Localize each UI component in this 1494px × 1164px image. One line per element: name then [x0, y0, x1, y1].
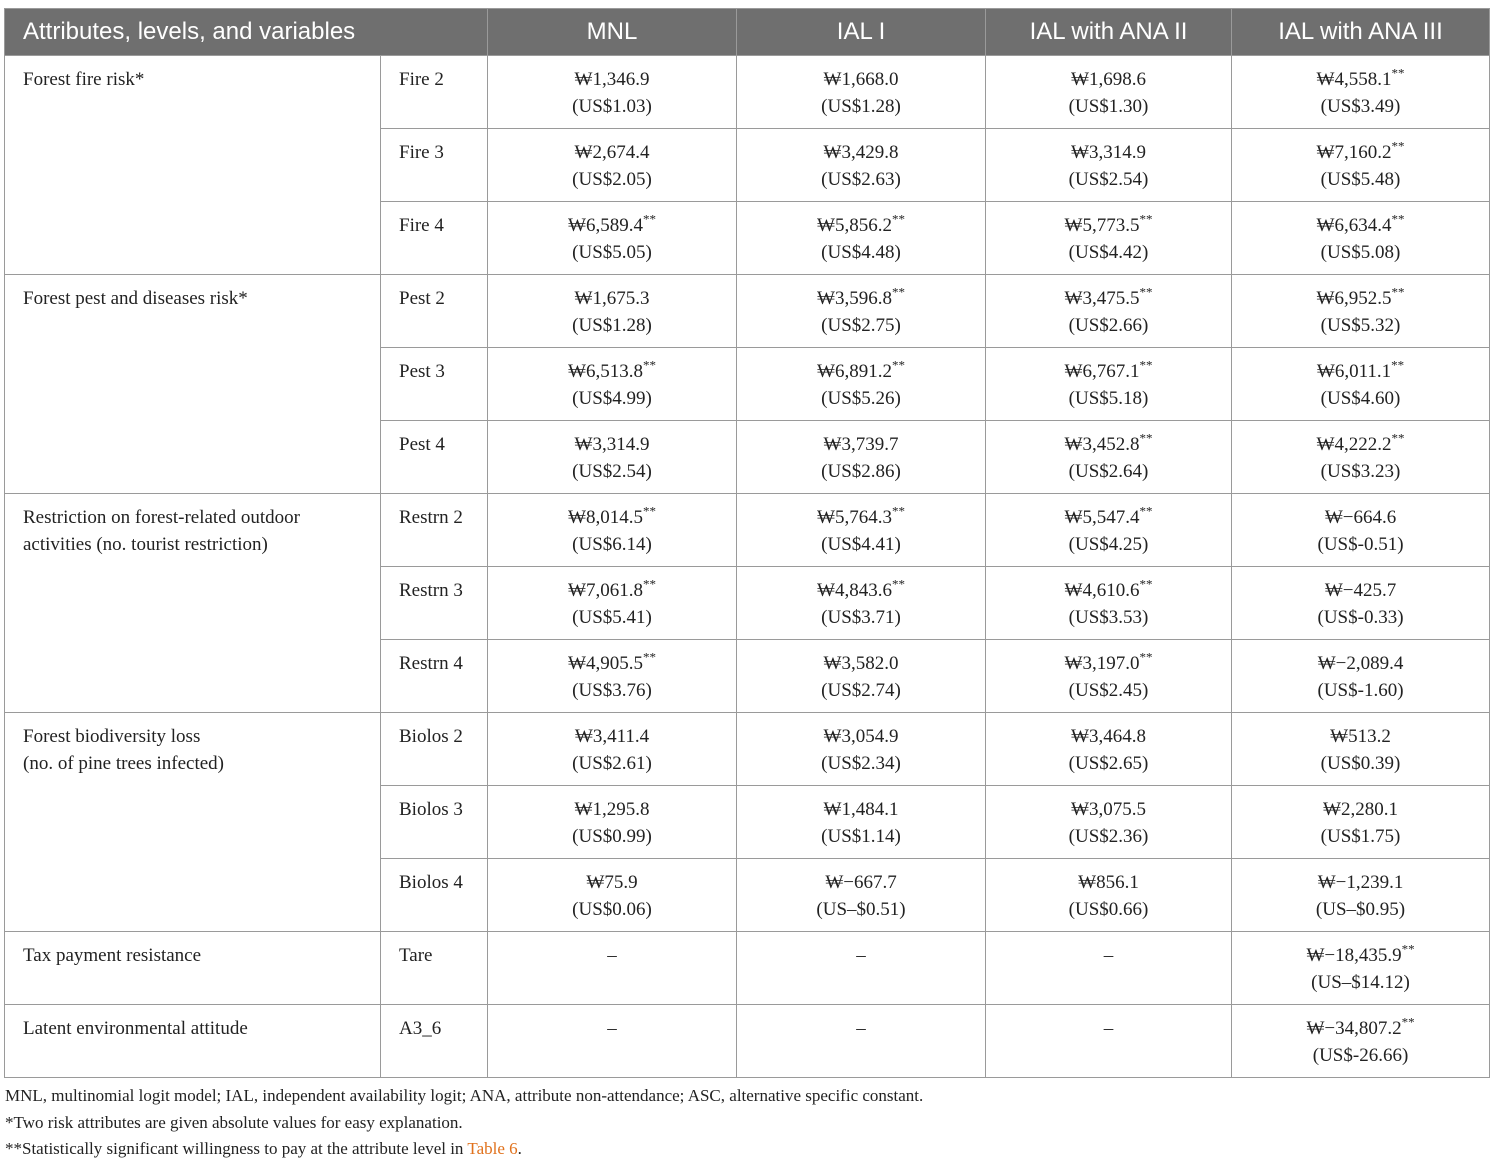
wtp-usd-value: (US$3.49) [1320, 96, 1401, 117]
table-row [5, 56, 1490, 129]
significance-marker: ** [1139, 503, 1153, 519]
table-row [5, 494, 1490, 567]
wtp-usd-value: (US$4.60) [1320, 388, 1401, 409]
wtp-cell-mnl [488, 640, 737, 713]
wtp-usd-value: (US$-0.51) [1317, 534, 1404, 555]
wtp-usd-value: (US–$0.51) [816, 899, 906, 920]
wtp-won-amount: ₩6,891.2 [817, 361, 892, 382]
wtp-won-amount: ₩6,513.8 [568, 361, 643, 382]
wtp-cell-ial-ana-iii [1232, 129, 1490, 202]
level-cell: Biolos 4 [381, 859, 488, 932]
wtp-won-value [494, 577, 730, 604]
attribute-label: Forest pest and diseases risk* [23, 288, 248, 309]
wtp-won-amount: ₩3,739.7 [823, 434, 899, 455]
attribute-label: (no. of pine trees infected) [23, 753, 224, 774]
wtp-cell-ial-ana-ii [986, 421, 1232, 494]
wtp-won-value [743, 66, 979, 93]
wtp-cell-ial-i [737, 932, 986, 1005]
wtp-usd-value: (US$2.65) [1068, 753, 1149, 774]
wtp-won-value [494, 285, 730, 312]
wtp-cell-ial-ana-iii [1232, 786, 1490, 859]
wtp-won-amount: ₩513.2 [1330, 726, 1391, 747]
attribute-label: Forest biodiversity loss [23, 726, 201, 747]
wtp-cell-ial-i [737, 640, 986, 713]
footnote-abbreviations: MNL, multinomial logit model; IAL, independent availability logit; ANA, attribute non-attendance; ASC, alternative specific constant. [5, 1086, 924, 1105]
wtp-usd-value: (US$0.39) [1320, 753, 1401, 774]
table-row [5, 713, 1490, 786]
table-row [5, 932, 1490, 1005]
attribute-cell [5, 494, 381, 713]
wtp-usd-value: (US$0.06) [572, 899, 652, 920]
footnote-significance-text: **Statistically significant willingness to pay at the attribute level in [5, 1139, 468, 1158]
wtp-table [4, 8, 1490, 1078]
wtp-usd-value: (US$3.76) [572, 680, 652, 701]
wtp-won-value [743, 650, 979, 677]
wtp-won-amount: ₩5,764.3 [817, 507, 892, 528]
significance-marker: ** [1139, 211, 1153, 227]
wtp-cell-mnl [488, 494, 737, 567]
wtp-won-amount: ₩1,675.3 [574, 288, 650, 309]
significance-marker: ** [891, 576, 905, 592]
level-cell: Tare [381, 932, 488, 1005]
wtp-won-amount: ₩4,905.5 [568, 653, 643, 674]
wtp-cell-ial-ana-ii [986, 202, 1232, 275]
wtp-won-amount: ₩3,314.9 [1071, 142, 1146, 163]
wtp-cell-mnl [488, 202, 737, 275]
significance-marker: ** [1139, 649, 1153, 665]
wtp-usd-value: (US$2.63) [821, 169, 901, 190]
wtp-won-value [992, 504, 1225, 531]
wtp-won-amount: ₩4,610.6 [1064, 580, 1140, 601]
wtp-usd-value: (US$2.61) [572, 753, 652, 774]
wtp-cell-mnl [488, 859, 737, 932]
wtp-usd-value: (US$3.53) [1068, 607, 1149, 628]
wtp-cell-ial-ana-iii [1232, 932, 1490, 1005]
wtp-won-amount: ₩3,197.0 [1064, 653, 1140, 674]
wtp-won-value [1238, 650, 1483, 677]
attribute-label: Latent environmental attitude [23, 1018, 248, 1039]
wtp-cell-mnl [488, 567, 737, 640]
wtp-won-value [992, 869, 1225, 896]
wtp-cell-ial-i [737, 859, 986, 932]
wtp-won-amount: ₩−18,435.9 [1306, 945, 1402, 966]
wtp-usd-value: (US$0.99) [572, 826, 652, 847]
level-cell: Pest 3 [381, 348, 488, 421]
wtp-won-value [494, 358, 730, 385]
significance-marker: ** [891, 284, 905, 300]
wtp-usd-value: (US$2.34) [821, 753, 901, 774]
wtp-won-amount: – [607, 1018, 617, 1039]
wtp-won-value [743, 285, 979, 312]
wtp-cell-ial-ana-iii [1232, 859, 1490, 932]
wtp-usd-value: (US$5.48) [1320, 169, 1401, 190]
wtp-usd-value: (US$0.66) [1068, 899, 1149, 920]
footnote-significance-end: . [517, 1139, 522, 1158]
wtp-usd-value: (US$1.30) [1068, 96, 1149, 117]
wtp-won-amount: ₩3,314.9 [574, 434, 650, 455]
wtp-cell-mnl [488, 275, 737, 348]
significance-marker: ** [642, 649, 656, 665]
wtp-cell-mnl [488, 56, 737, 129]
significance-marker: ** [642, 576, 656, 592]
wtp-cell-ial-i [737, 202, 986, 275]
wtp-won-amount: ₩8,014.5 [568, 507, 643, 528]
wtp-won-value [494, 212, 730, 239]
wtp-cell-ial-ana-iii [1232, 56, 1490, 129]
wtp-cell-ial-ana-ii [986, 713, 1232, 786]
wtp-won-value [1238, 139, 1483, 166]
table-body [5, 56, 1490, 1078]
wtp-won-value [992, 650, 1225, 677]
wtp-won-amount: ₩3,411.4 [574, 726, 650, 747]
wtp-usd-value: (US$6.14) [572, 534, 652, 555]
wtp-won-amount: ₩5,547.4 [1064, 507, 1140, 528]
level-cell: Restrn 2 [381, 494, 488, 567]
wtp-won-value [992, 358, 1225, 385]
significance-marker: ** [1391, 284, 1405, 300]
wtp-won-value [1238, 66, 1483, 93]
wtp-won-value [992, 1015, 1225, 1042]
attribute-cell [5, 275, 381, 494]
wtp-won-amount: ₩2,280.1 [1323, 799, 1398, 820]
wtp-won-value [494, 650, 730, 677]
wtp-usd-value: (US$1.28) [821, 96, 901, 117]
wtp-usd-value: (US$4.42) [1068, 242, 1149, 263]
table-row [5, 1005, 1490, 1078]
wtp-usd-value: (US$2.66) [1068, 315, 1149, 336]
wtp-usd-value: (US$2.05) [572, 169, 652, 190]
significance-marker: ** [1139, 357, 1153, 373]
wtp-won-amount: ₩5,856.2 [817, 215, 892, 236]
wtp-won-amount: – [856, 1018, 866, 1039]
wtp-won-value [1238, 577, 1483, 604]
wtp-won-value [743, 723, 979, 750]
wtp-cell-ial-ana-iii [1232, 348, 1490, 421]
wtp-cell-ial-i [737, 348, 986, 421]
significance-marker: ** [1139, 284, 1153, 300]
significance-marker: ** [1391, 357, 1405, 373]
wtp-cell-ial-ana-iii [1232, 567, 1490, 640]
wtp-won-value [743, 796, 979, 823]
wtp-won-value [1238, 1015, 1483, 1042]
wtp-cell-ial-ana-iii [1232, 1005, 1490, 1078]
wtp-cell-ial-ana-iii [1232, 275, 1490, 348]
wtp-won-amount: ₩3,054.9 [823, 726, 899, 747]
table-row [5, 275, 1490, 348]
wtp-usd-value: (US$2.74) [821, 680, 901, 701]
attribute-label: Restriction on forest-related outdoor [23, 507, 301, 528]
wtp-won-value [494, 504, 730, 531]
wtp-usd-value: (US$4.41) [821, 534, 901, 555]
wtp-won-amount: ₩3,429.8 [823, 142, 899, 163]
wtp-won-value [992, 285, 1225, 312]
wtp-won-amount: ₩3,582.0 [823, 653, 899, 674]
wtp-won-value [992, 796, 1225, 823]
attribute-cell [5, 1005, 381, 1078]
wtp-won-amount: – [607, 945, 617, 966]
wtp-cell-mnl [488, 786, 737, 859]
wtp-cell-ial-i [737, 56, 986, 129]
wtp-cell-ial-ana-ii [986, 786, 1232, 859]
wtp-won-amount: ₩856.1 [1078, 872, 1139, 893]
wtp-won-amount: ₩6,767.1 [1064, 361, 1140, 382]
wtp-won-value [1238, 504, 1483, 531]
wtp-won-amount: ₩1,346.9 [574, 69, 650, 90]
wtp-cell-ial-i [737, 1005, 986, 1078]
footnote-significance [5, 1136, 1485, 1163]
wtp-won-value [992, 66, 1225, 93]
wtp-won-amount: ₩75.9 [586, 872, 638, 893]
wtp-cell-ial-i [737, 786, 986, 859]
wtp-won-value [743, 431, 979, 458]
wtp-cell-ial-ana-ii [986, 640, 1232, 713]
wtp-won-value [494, 869, 730, 896]
wtp-won-amount: – [1103, 945, 1114, 966]
significance-marker: ** [1391, 430, 1405, 446]
wtp-won-amount: ₩7,061.8 [568, 580, 643, 601]
level-cell: Restrn 4 [381, 640, 488, 713]
wtp-won-value [494, 139, 730, 166]
wtp-won-amount: ₩−1,239.1 [1317, 872, 1404, 893]
header-mnl: MNL [488, 9, 737, 56]
wtp-won-amount: ₩7,160.2 [1316, 142, 1392, 163]
wtp-won-value [743, 1015, 979, 1042]
wtp-cell-ial-i [737, 275, 986, 348]
significance-marker: ** [891, 211, 905, 227]
wtp-won-value [743, 212, 979, 239]
wtp-usd-value: (US$5.32) [1320, 315, 1401, 336]
wtp-cell-ial-i [737, 494, 986, 567]
header-attributes: Attributes, levels, and variables [5, 9, 488, 56]
significance-marker: ** [1391, 211, 1405, 227]
attribute-cell [5, 932, 381, 1005]
significance-marker: ** [1139, 430, 1153, 446]
wtp-cell-ial-ana-iii [1232, 640, 1490, 713]
wtp-won-value [743, 942, 979, 969]
significance-marker: ** [1391, 65, 1405, 81]
wtp-won-value [743, 358, 979, 385]
wtp-won-value [743, 504, 979, 531]
wtp-won-value [1238, 869, 1483, 896]
wtp-won-amount: ₩1,295.8 [574, 799, 650, 820]
wtp-usd-value: (US$1.14) [821, 826, 901, 847]
attribute-cell [5, 56, 381, 275]
table-footnotes [5, 1083, 1485, 1163]
attribute-label: Forest fire risk* [23, 69, 145, 90]
wtp-cell-ial-i [737, 129, 986, 202]
wtp-usd-value: (US$3.71) [821, 607, 901, 628]
significance-marker: ** [1391, 138, 1405, 154]
wtp-won-amount: ₩−34,807.2 [1306, 1018, 1402, 1039]
wtp-usd-value: (US$2.54) [1068, 169, 1149, 190]
wtp-usd-value: (US$3.23) [1320, 461, 1401, 482]
wtp-won-amount: – [1103, 1018, 1114, 1039]
wtp-cell-mnl [488, 932, 737, 1005]
wtp-usd-value: (US$2.45) [1068, 680, 1149, 701]
wtp-won-amount: ₩1,668.0 [823, 69, 899, 90]
significance-marker: ** [1139, 576, 1153, 592]
level-cell: Biolos 2 [381, 713, 488, 786]
wtp-won-amount: ₩4,222.2 [1316, 434, 1392, 455]
wtp-usd-value: (US$4.99) [572, 388, 652, 409]
wtp-won-amount: ₩6,634.4 [1316, 215, 1392, 236]
wtp-usd-value: (US$4.25) [1068, 534, 1149, 555]
wtp-won-value [494, 723, 730, 750]
wtp-won-amount: ₩6,952.5 [1316, 288, 1392, 309]
wtp-cell-ial-ana-iii [1232, 713, 1490, 786]
wtp-usd-value: (US$5.41) [572, 607, 652, 628]
wtp-usd-value: (US$5.08) [1320, 242, 1401, 263]
wtp-usd-value: (US$-0.33) [1317, 607, 1404, 628]
wtp-won-value [992, 942, 1225, 969]
wtp-won-amount: ₩−2,089.4 [1317, 653, 1404, 674]
wtp-usd-value: (US$2.64) [1068, 461, 1149, 482]
wtp-won-value [1238, 358, 1483, 385]
level-cell: Pest 2 [381, 275, 488, 348]
wtp-cell-ial-ana-ii [986, 129, 1232, 202]
wtp-won-value [1238, 431, 1483, 458]
wtp-usd-value: (US$1.03) [572, 96, 652, 117]
wtp-cell-ial-ana-ii [986, 494, 1232, 567]
wtp-won-amount: – [856, 945, 866, 966]
wtp-won-amount: ₩4,558.1 [1316, 69, 1392, 90]
wtp-cell-mnl [488, 1005, 737, 1078]
wtp-won-amount: ₩1,698.6 [1071, 69, 1146, 90]
wtp-usd-value: (US$2.54) [572, 461, 652, 482]
wtp-won-value [494, 431, 730, 458]
wtp-cell-mnl [488, 421, 737, 494]
wtp-won-amount: ₩3,464.8 [1071, 726, 1146, 747]
significance-marker: ** [642, 503, 656, 519]
wtp-usd-value: (US$4.48) [821, 242, 901, 263]
level-cell: Pest 4 [381, 421, 488, 494]
wtp-won-amount: ₩−664.6 [1324, 507, 1397, 528]
significance-marker: ** [1401, 1014, 1415, 1030]
header-ial-ana-iii: IAL with ANA III [1232, 9, 1490, 56]
wtp-cell-ial-i [737, 713, 986, 786]
attribute-label: Tax payment resistance [23, 945, 202, 966]
significance-marker: ** [891, 357, 905, 373]
wtp-won-amount: ₩−667.7 [825, 872, 897, 893]
wtp-won-value [992, 212, 1225, 239]
wtp-won-amount: ₩1,484.1 [823, 799, 899, 820]
wtp-won-amount: ₩6,589.4 [568, 215, 643, 236]
significance-marker: ** [891, 503, 905, 519]
level-cell: Fire 2 [381, 56, 488, 129]
wtp-won-amount: ₩3,475.5 [1064, 288, 1140, 309]
wtp-cell-mnl [488, 348, 737, 421]
level-cell: Fire 3 [381, 129, 488, 202]
wtp-won-value [743, 139, 979, 166]
level-cell: Fire 4 [381, 202, 488, 275]
wtp-usd-value: (US$5.26) [821, 388, 901, 409]
significance-marker: ** [1401, 941, 1415, 957]
wtp-cell-ial-i [737, 567, 986, 640]
wtp-won-value [494, 796, 730, 823]
wtp-won-value [1238, 796, 1483, 823]
wtp-cell-ial-ana-iii [1232, 494, 1490, 567]
wtp-usd-value: (US$-26.66) [1312, 1045, 1409, 1066]
attribute-cell [5, 713, 381, 932]
footnote-absolute-values: *Two risk attributes are given absolute values for easy explanation. [5, 1112, 463, 1132]
significance-marker: ** [642, 211, 656, 227]
wtp-cell-ial-ana-iii [1232, 421, 1490, 494]
wtp-usd-value: (US$1.75) [1320, 826, 1401, 847]
wtp-usd-value: (US$2.86) [821, 461, 901, 482]
wtp-won-amount: ₩2,674.4 [574, 142, 650, 163]
attribute-label: activities (no. tourist restriction) [23, 534, 268, 555]
wtp-cell-ial-ana-ii [986, 1005, 1232, 1078]
wtp-usd-value: (US$2.36) [1068, 826, 1149, 847]
header-ial-i: IAL I [737, 9, 986, 56]
wtp-won-value [1238, 942, 1483, 969]
wtp-won-amount: ₩3,596.8 [817, 288, 892, 309]
wtp-usd-value: (US–$14.12) [1311, 972, 1410, 993]
wtp-usd-value: (US–$0.95) [1315, 899, 1406, 920]
wtp-won-value [494, 942, 730, 969]
wtp-cell-ial-ana-ii [986, 275, 1232, 348]
wtp-won-value [743, 577, 979, 604]
wtp-won-amount: ₩6,011.1 [1316, 361, 1392, 382]
wtp-won-value [494, 1015, 730, 1042]
wtp-cell-mnl [488, 129, 737, 202]
wtp-cell-ial-ana-ii [986, 932, 1232, 1005]
wtp-usd-value: (US$5.18) [1068, 388, 1149, 409]
wtp-usd-value: (US$-1.60) [1317, 680, 1404, 701]
significance-marker: ** [642, 357, 656, 373]
wtp-won-value [992, 577, 1225, 604]
wtp-cell-mnl [488, 713, 737, 786]
wtp-won-amount: ₩3,075.5 [1071, 799, 1146, 820]
header-ial-ana-ii: IAL with ANA II [986, 9, 1232, 56]
wtp-cell-ial-ana-iii [1232, 202, 1490, 275]
wtp-won-amount: ₩−425.7 [1324, 580, 1397, 601]
wtp-cell-ial-i [737, 421, 986, 494]
wtp-won-value [992, 139, 1225, 166]
wtp-usd-value: (US$5.05) [572, 242, 652, 263]
level-cell: Biolos 3 [381, 786, 488, 859]
wtp-won-value [1238, 212, 1483, 239]
table-6-link[interactable]: Table 6 [467, 1139, 518, 1158]
wtp-cell-ial-ana-ii [986, 56, 1232, 129]
wtp-won-value [1238, 723, 1483, 750]
wtp-won-amount: ₩3,452.8 [1064, 434, 1140, 455]
wtp-cell-ial-ana-ii [986, 859, 1232, 932]
wtp-won-value [992, 723, 1225, 750]
wtp-won-amount: ₩5,773.5 [1064, 215, 1140, 236]
wtp-cell-ial-ana-ii [986, 567, 1232, 640]
table-header-row [5, 9, 1490, 56]
wtp-usd-value: (US$1.28) [572, 315, 652, 336]
wtp-won-value [743, 869, 979, 896]
wtp-usd-value: (US$2.75) [821, 315, 901, 336]
wtp-cell-ial-ana-ii [986, 348, 1232, 421]
wtp-won-value [494, 66, 730, 93]
level-cell: Restrn 3 [381, 567, 488, 640]
wtp-won-value [1238, 285, 1483, 312]
level-cell: A3_6 [381, 1005, 488, 1078]
wtp-won-amount: ₩4,843.6 [817, 580, 892, 601]
wtp-won-value [992, 431, 1225, 458]
